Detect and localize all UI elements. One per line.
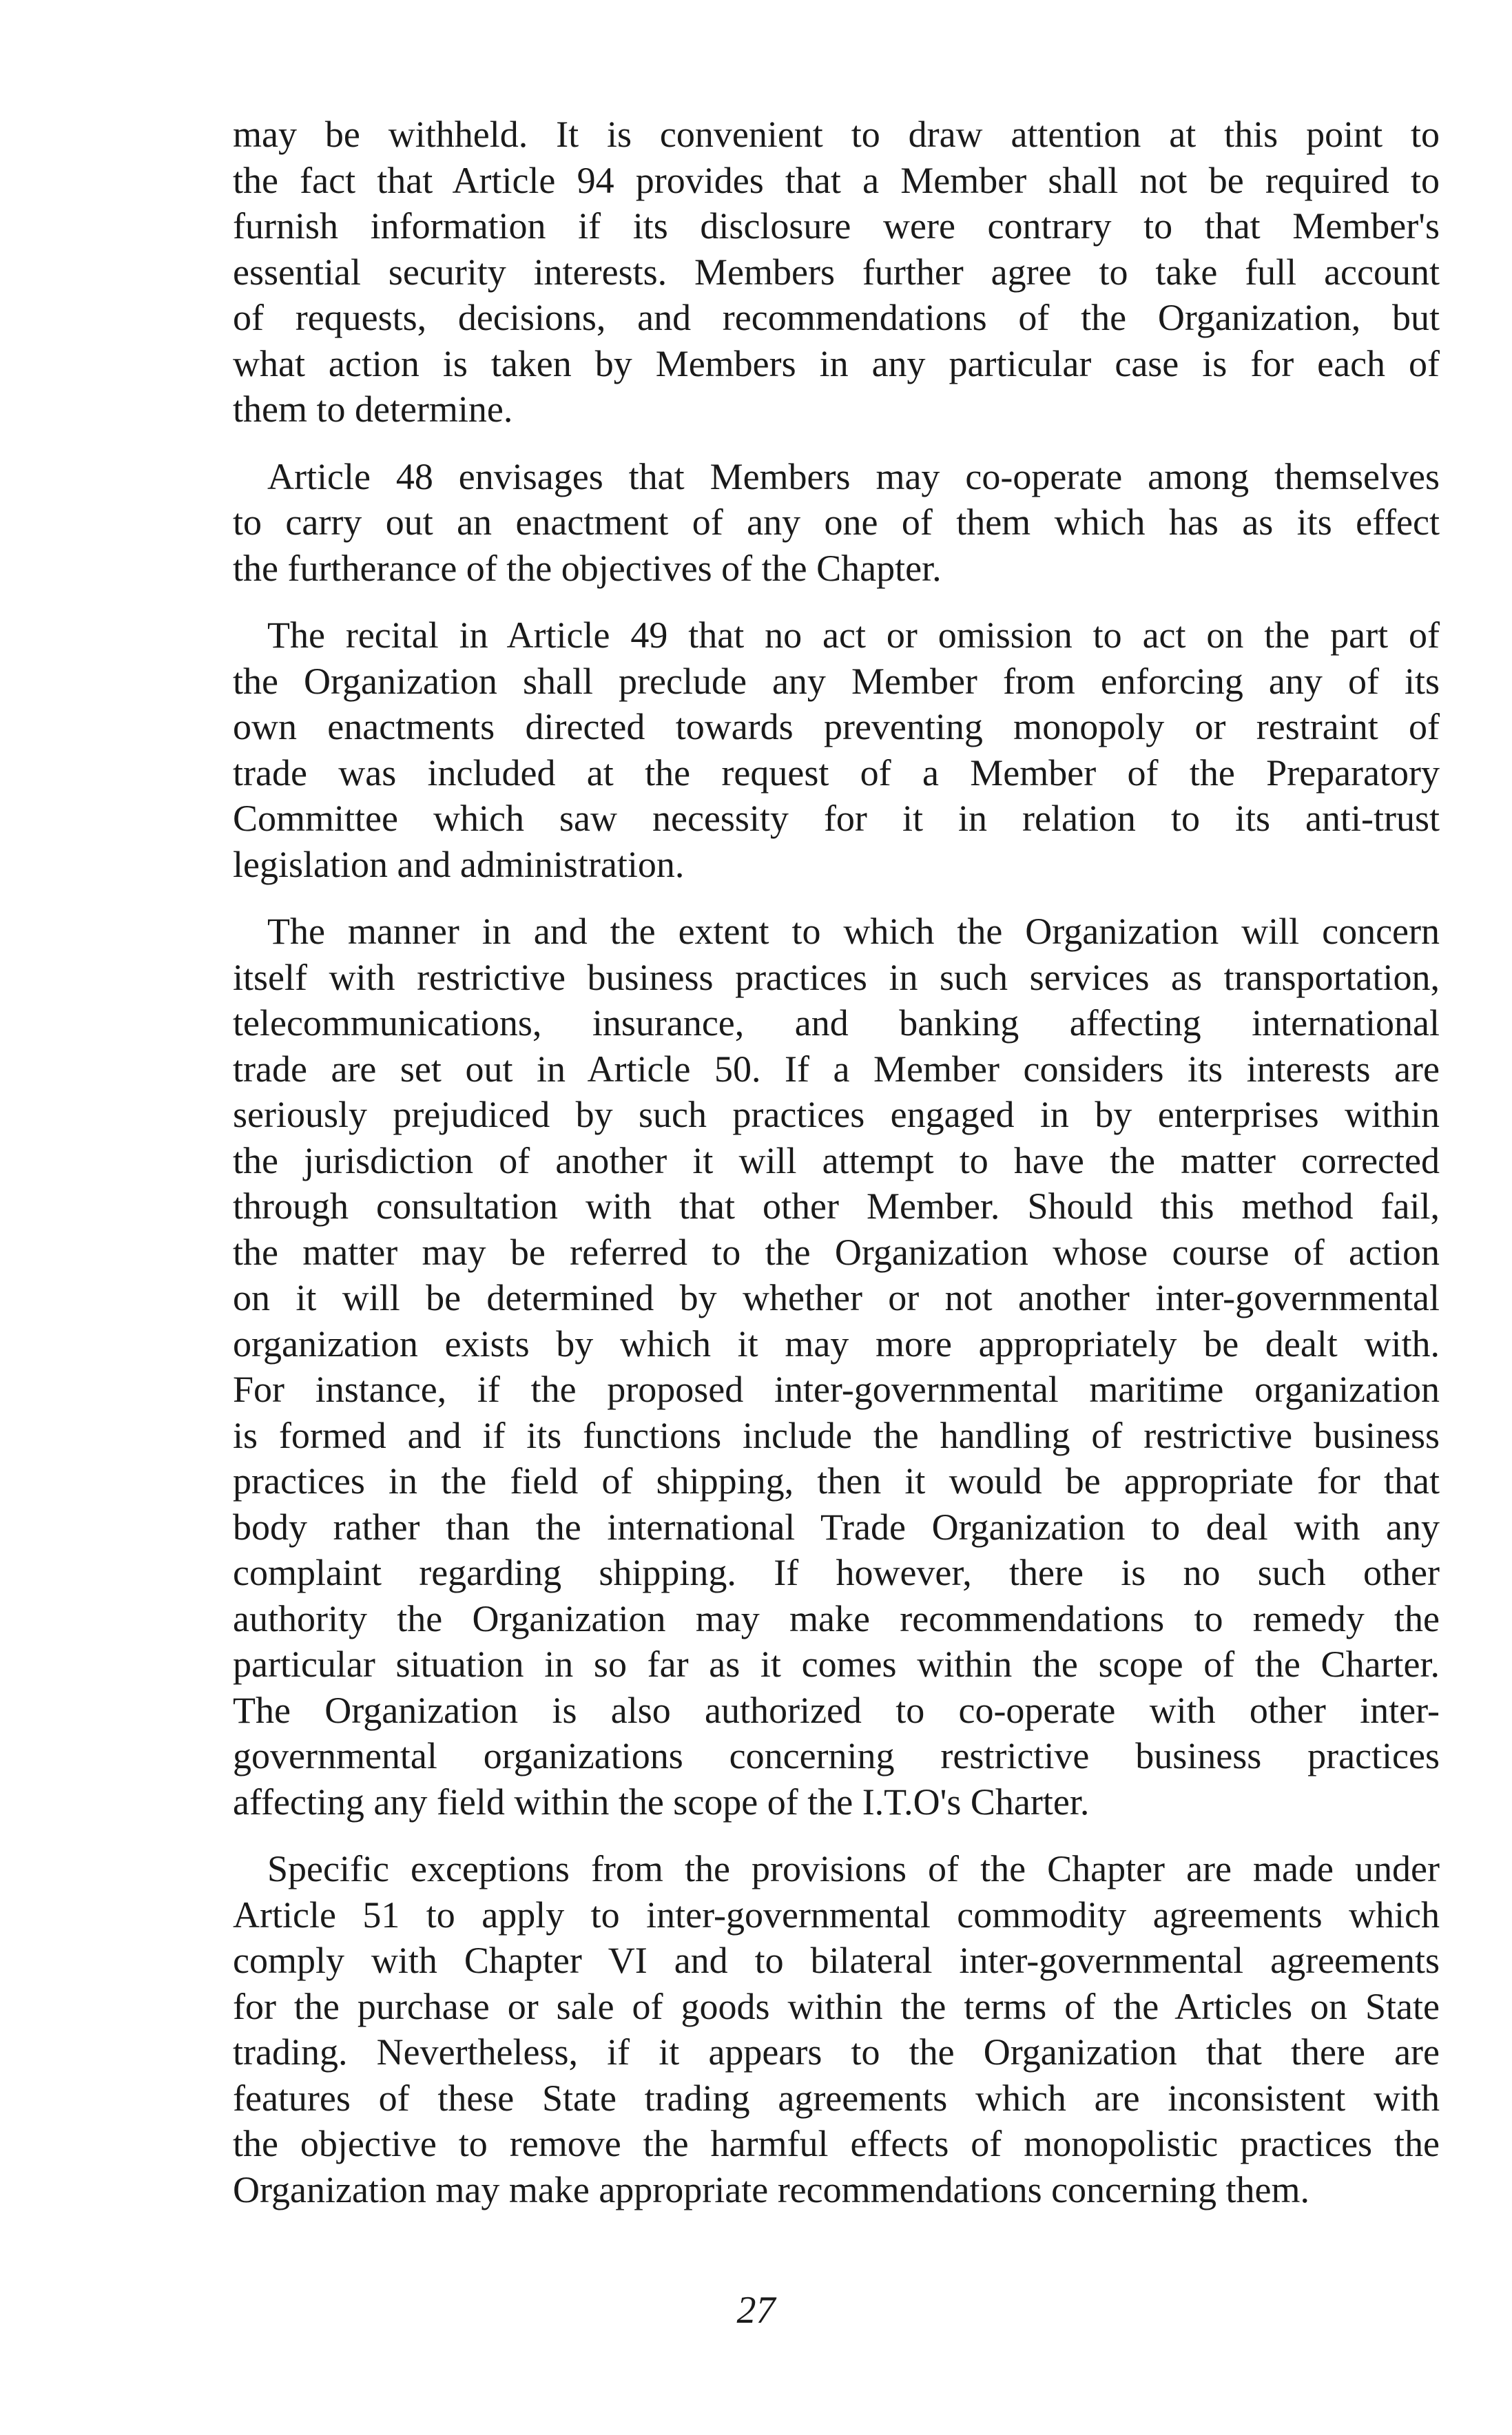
text-line: particular situation in so far as it comes within the scope of the Charter.: [233, 1644, 1440, 1685]
text-line: of requests, decisions, and recommendations of the Organization, but: [233, 297, 1440, 338]
text-line: trading. Nevertheless, if it appears to the Organization that there are: [233, 2031, 1440, 2073]
document-body: [233, 112, 1440, 2234]
text-line: affecting any field within the scope of the I.T.O's Charter.: [233, 1781, 1090, 1823]
text-line: Organization may make appropriate recommendations concerning them.: [233, 2168, 1309, 2210]
text-line: the matter may be referred to the Organization whose course of action: [233, 1231, 1440, 1273]
text-line: trade are set out in Article 50. If a Member considers its interests are: [233, 1048, 1440, 1090]
paragraph: [233, 454, 1440, 592]
page-number: 27: [736, 2289, 776, 2332]
text-line: the Organization shall preclude any Member from enforcing any of its: [233, 660, 1440, 702]
text-line: telecommunications, insurance, and banking affecting international: [233, 1002, 1440, 1044]
text-line: features of these State trading agreements which are inconsistent with: [233, 2077, 1440, 2119]
text-line: governmental organizations concerning restrictive business practices: [233, 1735, 1440, 1776]
text-line: the fact that Article 94 provides that a Member shall not be required to: [233, 159, 1440, 201]
text-line: organization exists by which it may more appropriately be dealt with.: [233, 1323, 1440, 1365]
text-line: For instance, if the proposed inter-governmental maritime organization: [233, 1369, 1440, 1410]
text-line: the objective to remove the harmful effects of monopolistic practices the: [233, 2123, 1440, 2164]
text-line: the jurisdiction of another it will attempt to have the matter corrected: [233, 1139, 1440, 1181]
text-line: legislation and administration.: [233, 843, 685, 885]
text-line: comply with Chapter VI and to bilateral inter-governmental agreements: [233, 1940, 1440, 1981]
text-line: the furtherance of the objectives of the Chapter.: [233, 547, 942, 589]
text-line: to carry out an enactment of any one of them which has as its effect: [233, 501, 1440, 543]
text-line: body rather than the international Trade Organization to deal with any: [233, 1506, 1440, 1548]
text-line: Committee which saw necessity for it in relation to its anti-trust: [233, 798, 1440, 839]
text-line: on it will be determined by whether or not another inter-governmental: [233, 1277, 1440, 1318]
paragraph: [233, 612, 1440, 887]
text-line: Article 51 to apply to inter-governmental commodity agreements which: [233, 1894, 1440, 1936]
text-line: is formed and if its functions include the handling of restrictive business: [233, 1414, 1440, 1456]
text-line: own enactments directed towards preventing monopoly or restraint of: [233, 706, 1440, 747]
text-line: trade was included at the request of a Member of the Preparatory: [233, 752, 1440, 794]
paragraph: [233, 909, 1440, 1825]
text-line: seriously prejudiced by such practices engaged in by enterprises within: [233, 1094, 1440, 1135]
text-line: complaint regarding shipping. If however, there is no such other: [233, 1552, 1440, 1593]
paragraph: [233, 112, 1440, 433]
text-line: itself with restrictive business practices in such services as transportation,: [233, 956, 1440, 998]
text-line: authority the Organization may make recommendations to remedy the: [233, 1597, 1440, 1639]
text-line: The manner in and the extent to which the Organization will concern: [267, 911, 1440, 952]
text-line: through consultation with that other Member. Should this method fail,: [233, 1185, 1440, 1227]
paragraph: [233, 1846, 1440, 2213]
text-line: The recital in Article 49 that no act or omission to act on the part of: [267, 614, 1440, 656]
text-line: essential security interests. Members further agree to take full account: [233, 251, 1440, 293]
text-line: Article 48 envisages that Members may co-operate among themselves: [267, 455, 1440, 497]
text-line: practices in the field of shipping, then it would be appropriate for that: [233, 1460, 1440, 1502]
text-line: furnish information if its disclosure were contrary to that Member's: [233, 205, 1440, 247]
text-line: for the purchase or sale of goods within the terms of the Articles on State: [233, 1985, 1440, 2027]
text-line: what action is taken by Members in any particular case is for each of: [233, 342, 1440, 384]
text-line: The Organization is also authorized to co-operate with other inter-: [233, 1689, 1440, 1731]
text-line: may be withheld. It is convenient to draw attention at this point to: [233, 114, 1440, 155]
text-line: Specific exceptions from the provisions of the Chapter are made under: [267, 1848, 1440, 1889]
text-line: them to determine.: [233, 388, 513, 430]
